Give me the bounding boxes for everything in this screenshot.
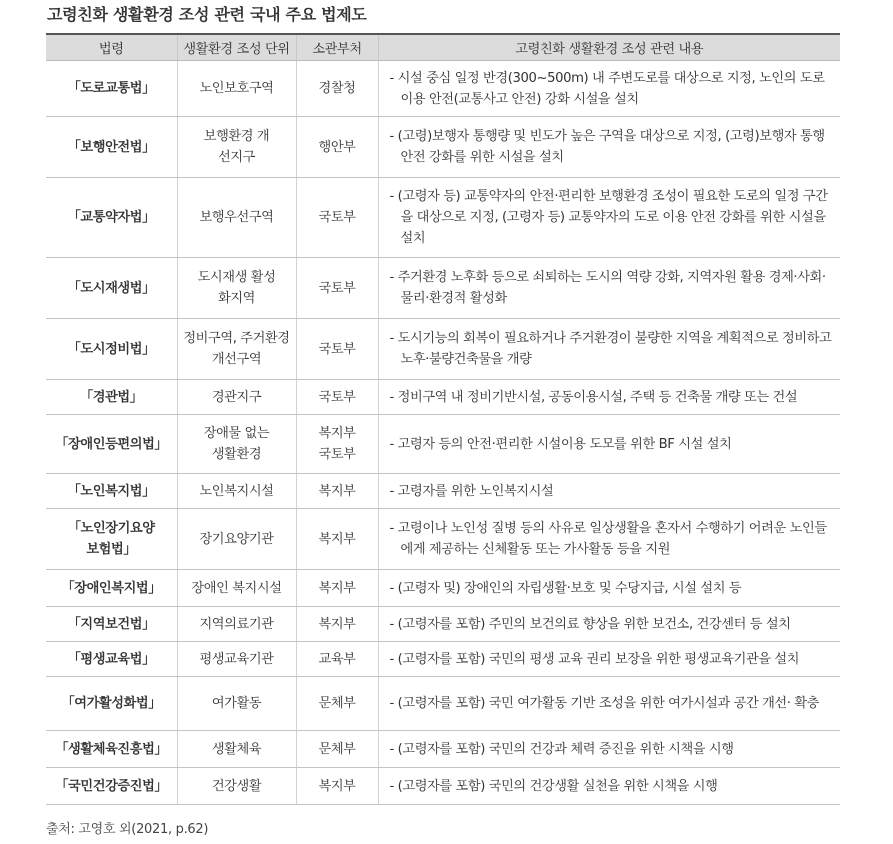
law-cell: 「여가활성화법」 <box>46 677 177 731</box>
content-text: - 고령자를 위한 노인복지시설 <box>389 483 554 499</box>
content-cell <box>378 607 840 642</box>
content-cell <box>378 642 840 677</box>
table-row <box>46 117 840 178</box>
law-cell: 「국민건강증진법」 <box>46 768 177 805</box>
header-ministry: 소관부처 <box>296 34 378 61</box>
ministry-cell <box>296 415 378 474</box>
ministry-cell: 복지부 <box>296 570 378 607</box>
content-cell <box>378 319 840 380</box>
table-row <box>46 319 840 380</box>
ministry-text: 복지부 국토부 <box>318 426 356 462</box>
content-text: - (고령자를 포함) 국민 여가활동 기반 조성을 위한 여가시설과 공간 개선· 확충 <box>389 696 820 711</box>
law-cell: 「도시재생법」 <box>46 258 177 319</box>
unit-cell <box>177 415 296 474</box>
unit-cell: 노인보호구역 <box>177 61 296 117</box>
unit-cell: 생활체육 <box>177 731 296 768</box>
unit-cell: 보행우선구역 <box>177 178 296 258</box>
ministry-cell: 국토부 <box>296 380 378 415</box>
ministry-cell: 복지부 <box>296 509 378 570</box>
ministry-cell: 국토부 <box>296 258 378 319</box>
ministry-cell: 문체부 <box>296 731 378 768</box>
content-cell <box>378 677 840 731</box>
ministry-cell: 복지부 <box>296 607 378 642</box>
content-cell <box>378 117 840 178</box>
table-row <box>46 607 840 642</box>
law-text: 「노인장기요양 보험법」 <box>67 521 155 557</box>
law-cell: 「노인복지법」 <box>46 474 177 509</box>
content-cell <box>378 415 840 474</box>
unit-cell: 지역의료기관 <box>177 607 296 642</box>
law-cell: 「경관법」 <box>46 380 177 415</box>
header-law: 법령 <box>46 34 177 61</box>
table-row <box>46 61 840 117</box>
content-text: - 고령자 등의 안전·편리한 시설이용 도모를 위한 BF 시설 설치 <box>389 436 732 452</box>
source-note: 출처: 고영호 외(2021, p.62) <box>46 822 209 837</box>
unit-cell: 장기요양기관 <box>177 509 296 570</box>
content-cell <box>378 509 840 570</box>
table-row <box>46 474 840 509</box>
content-cell <box>378 61 840 117</box>
content-text: - (고령자 및) 장애인의 자립생활·보호 및 수당지급, 시설 설치 등 <box>389 580 742 596</box>
table-title: 고령친화 생활환경 조성 관련 국내 주요 법제도 <box>47 5 367 24</box>
ministry-cell: 경찰청 <box>296 61 378 117</box>
content-text: - 정비구역 내 정비기반시설, 공동이용시설, 주택 등 건축물 개량 또는 건설 <box>389 389 798 405</box>
content-text: - (고령자를 포함) 주민의 보건의료 향상을 위한 보건소, 건강센터 등 설치 <box>389 616 791 632</box>
law-table <box>46 33 840 805</box>
content-text: - (고령)보행자 통행량 및 빈도가 높은 구역을 대상으로 지정, (고령)보행자 통행 안전 강화를 위한 시설을 설치 <box>389 129 825 165</box>
table-row <box>46 768 840 805</box>
table-row <box>46 570 840 607</box>
content-cell <box>378 178 840 258</box>
law-cell: 「도로교통법」 <box>46 61 177 117</box>
content-text: - 시설 중심 일정 반경(300~500m) 내 주변도로를 대상으로 지정, 노인의 도로 이용 안전(교통사고 안전) 강화 시설을 설치 <box>389 70 825 107</box>
ministry-cell: 교육부 <box>296 642 378 677</box>
content-cell <box>378 570 840 607</box>
content-text: - 도시기능의 회복이 필요하거나 주거환경이 불량한 지역을 계획적으로 정비하고 노후·불량건축물을 개량 <box>389 331 832 367</box>
law-cell: 「도시정비법」 <box>46 319 177 380</box>
table-row <box>46 380 840 415</box>
content-cell <box>378 731 840 768</box>
table-row <box>46 509 840 570</box>
unit-text: 장애물 없는 생활환경 <box>203 426 270 462</box>
law-cell: 「보행안전법」 <box>46 117 177 178</box>
content-text: - 주거환경 노후화 등으로 쇠퇴하는 도시의 역량 강화, 지역자원 활용 경제·사회·물리·환경적 활성화 <box>389 270 826 306</box>
unit-cell: 장애인 복지시설 <box>177 570 296 607</box>
table-row <box>46 258 840 319</box>
table-row <box>46 731 840 768</box>
unit-cell: 평생교육기관 <box>177 642 296 677</box>
ministry-cell: 행안부 <box>296 117 378 178</box>
header-content: 고령친화 생활환경 조성 관련 내용 <box>378 34 840 61</box>
ministry-cell: 복지부 <box>296 768 378 805</box>
table-row <box>46 642 840 677</box>
ministry-cell: 복지부 <box>296 474 378 509</box>
header-row <box>46 34 840 61</box>
content-text: - (고령자를 포함) 국민의 건강과 체력 증진을 위한 시책을 시행 <box>389 741 734 757</box>
unit-cell: 경관지구 <box>177 380 296 415</box>
unit-cell <box>177 319 296 380</box>
content-cell <box>378 380 840 415</box>
law-cell: 「지역보건법」 <box>46 607 177 642</box>
law-cell: 「평생교육법」 <box>46 642 177 677</box>
content-cell <box>378 258 840 319</box>
unit-text: 보행환경 개선지구 <box>203 129 270 165</box>
ministry-cell: 국토부 <box>296 319 378 380</box>
law-cell <box>46 509 177 570</box>
content-text: - 고령이나 노인성 질병 등의 사유로 일상생활을 혼자서 수행하기 어려운 노인들에게 제공하는 신체활동 또는 가사활동 등을 지원 <box>389 521 827 557</box>
table-row <box>46 178 840 258</box>
unit-cell: 노인복지시설 <box>177 474 296 509</box>
content-text: - (고령자를 포함) 국민의 평생 교육 권리 보장을 위한 평생교육기관을 설치 <box>389 651 800 667</box>
ministry-cell: 문체부 <box>296 677 378 731</box>
ministry-cell: 국토부 <box>296 178 378 258</box>
law-cell: 「장애인복지법」 <box>46 570 177 607</box>
table-row <box>46 677 840 731</box>
unit-cell <box>177 117 296 178</box>
law-cell: 「생활체육진흥법」 <box>46 731 177 768</box>
content-cell <box>378 768 840 805</box>
table-row <box>46 415 840 474</box>
unit-text: 정비구역, 주거환경 개선구역 <box>183 331 290 367</box>
header-unit: 생활환경 조성 단위 <box>177 34 296 61</box>
unit-cell: 건강생활 <box>177 768 296 805</box>
content-cell <box>378 474 840 509</box>
unit-cell: 여가활동 <box>177 677 296 731</box>
law-cell: 「교통약자법」 <box>46 178 177 258</box>
law-cell: 「장애인등편의법」 <box>46 415 177 474</box>
content-text: - (고령자를 포함) 국민의 건강생활 실천을 위한 시책을 시행 <box>389 778 718 794</box>
content-text: - (고령자 등) 교통약자의 안전·편리한 보행환경 조성이 필요한 도로의 일정 구간을 대상으로 지정, (고령자 등) 교통약자의 도로 이용 안전 강화를 위한 시설을 설치 <box>389 189 828 246</box>
unit-text: 도시재생 활성화지역 <box>197 270 276 306</box>
unit-cell <box>177 258 296 319</box>
